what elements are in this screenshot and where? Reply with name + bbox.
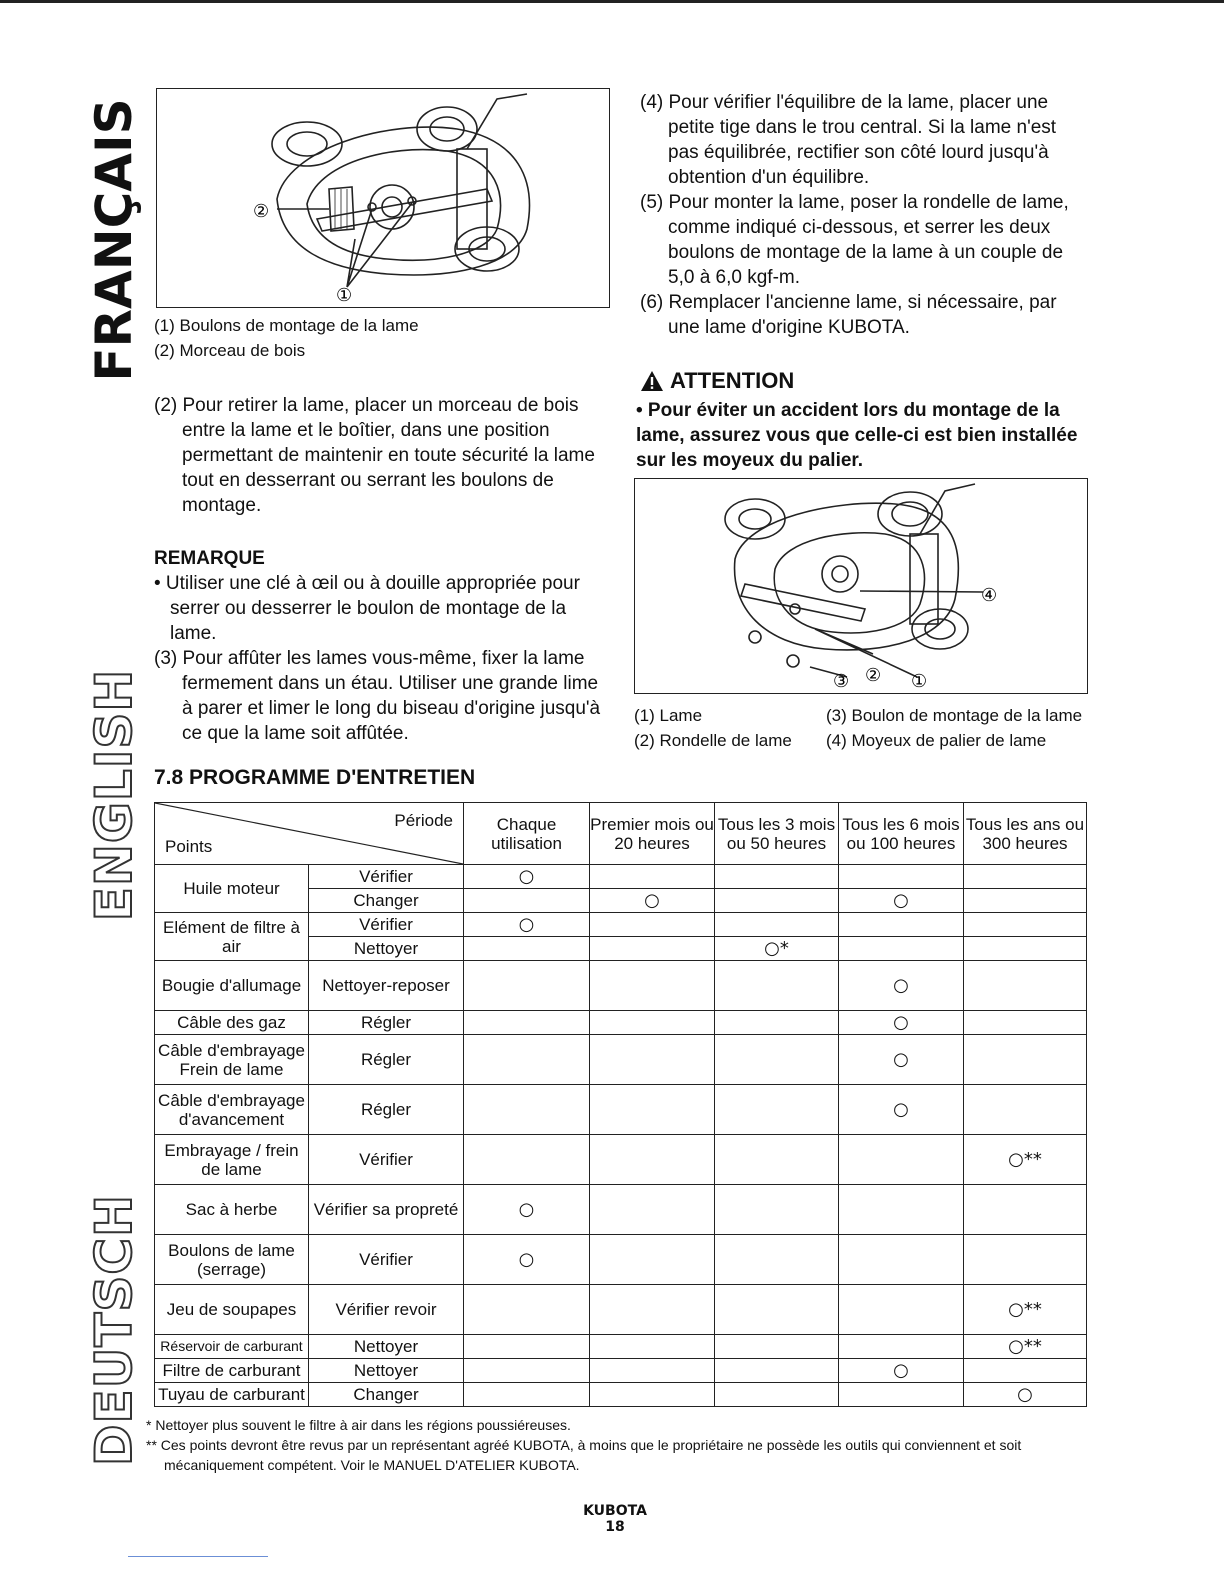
mark-cell [964, 937, 1087, 961]
corner-points: Points [165, 837, 213, 856]
step-4: (4) Pour vérifier l'équilibre de la lame, placer une petite tige dans le trou central. Si la lame n'est pas équilibrée, rectifier son côté lourd jusqu'à obtention d'un équilibre. [640, 92, 1057, 188]
mark-cell [590, 937, 715, 961]
mark-cell: ○* [715, 937, 839, 961]
mark-cell [464, 1135, 590, 1185]
mark-cell [715, 1085, 839, 1135]
mark-cell: ○ [464, 1235, 590, 1285]
mark-cell [715, 1235, 839, 1285]
section-title: 7.8 PROGRAMME D'ENTRETIEN [154, 766, 476, 789]
caption-boulon: (3) Boulon de montage de la lame [826, 706, 1083, 725]
action-cell: Régler [309, 1035, 464, 1085]
mark-cell [464, 1035, 590, 1085]
mark-cell [839, 937, 964, 961]
action-cell: Nettoyer-reposer [309, 961, 464, 1011]
side-label-francais: FRANÇAIS [85, 98, 143, 382]
table-row [155, 1335, 1087, 1359]
table-row [155, 1135, 1087, 1185]
corner-cell [155, 803, 464, 865]
step-5: (5) Pour monter la lame, poser la rondelle de lame, comme indiqué ci-dessous, et serrer les deux boulons de montage de la lame à un couple de 5,0 à 6,0 kgf-m. [640, 192, 1069, 288]
footnote-1: * Nettoyer plus souvent le filtre à air dans les régions poussiéreuses. [146, 1417, 571, 1433]
mark-cell [590, 1085, 715, 1135]
blade-mounting-illustration [635, 479, 1087, 693]
mark-cell [590, 865, 715, 889]
table-row [155, 913, 1087, 937]
mark-cell [590, 1335, 715, 1359]
maintenance-table [154, 802, 1087, 1407]
mark-cell [464, 1359, 590, 1383]
mark-cell [715, 1359, 839, 1383]
header-each-use: Chaque utilisation [464, 803, 590, 865]
item-cell: Jeu de soupapes [155, 1285, 309, 1335]
footer-brand: KUBOTA [583, 1503, 647, 1519]
mark-cell [464, 1011, 590, 1035]
action-cell: Changer [309, 1383, 464, 1407]
table-header-row [155, 803, 1087, 865]
mark-cell: ○ [839, 1011, 964, 1035]
action-cell: Régler [309, 1085, 464, 1135]
item-cell: Sac à herbe [155, 1185, 309, 1235]
item-cell: Câble d'embrayage Frein de lame [155, 1035, 309, 1085]
corner-period: Période [394, 811, 453, 830]
figure-blade-mounting [634, 478, 1088, 694]
mark-cell [464, 889, 590, 913]
top-rule [0, 0, 1224, 3]
step-2: (2) Pour retirer la lame, placer un morceau de bois entre la lame et le boîtier, dans une position permettant de maintenir en toute sécurité la lame tout en desserrant ou serrant les boulons de montage. [154, 395, 595, 516]
mark-cell [964, 1359, 1087, 1383]
table-row [155, 1035, 1087, 1085]
step-6: (6) Remplacer l'ancienne lame, si nécessaire, par une lame d'origine KUBOTA. [640, 292, 1057, 338]
action-cell: Vérifier revoir [309, 1285, 464, 1335]
mark-cell [590, 1235, 715, 1285]
mark-cell [590, 1135, 715, 1185]
header-first-month: Premier mois ou 20 heures [590, 803, 715, 865]
item-cell: Bougie d'allumage [155, 961, 309, 1011]
action-cell: Nettoyer [309, 1335, 464, 1359]
item-cell: Elément de filtre à air [155, 913, 309, 961]
callout-1b: ① [911, 671, 928, 692]
mark-cell [964, 1011, 1087, 1035]
warning-icon [640, 370, 664, 392]
caption-blade-bolts: (1) Boulons de montage de la lame [154, 316, 419, 335]
table-row [155, 961, 1087, 1011]
attention-title: ATTENTION [670, 368, 795, 393]
right-column [640, 90, 1090, 340]
item-cell: Filtre de carburant [155, 1359, 309, 1383]
mark-cell [839, 913, 964, 937]
item-cell: Câble des gaz [155, 1011, 309, 1035]
mark-cell [715, 889, 839, 913]
mark-cell [715, 1035, 839, 1085]
mark-cell [964, 889, 1087, 913]
mark-cell: ○** [964, 1285, 1087, 1335]
mark-cell [839, 1235, 964, 1285]
mark-cell: ○ [839, 1085, 964, 1135]
caption-lame: (1) Lame [634, 706, 703, 725]
mark-cell [464, 1085, 590, 1135]
action-cell: Nettoyer [309, 1359, 464, 1383]
caption-rondelle: (2) Rondelle de lame [634, 731, 792, 750]
footer [560, 1503, 670, 1535]
table-row [155, 1359, 1087, 1383]
mark-cell [839, 1135, 964, 1185]
item-cell: Réservoir de carburant [155, 1335, 309, 1359]
mark-cell [715, 865, 839, 889]
mark-cell [464, 961, 590, 1011]
bottom-link-rule [128, 1556, 268, 1557]
item-cell: Câble d'embrayage d'avancement [155, 1085, 309, 1135]
mark-cell: ○ [464, 1185, 590, 1235]
item-cell: Embrayage / frein de lame [155, 1135, 309, 1185]
footnote-2: ** Ces points devront être revus par un représentant agréé KUBOTA, à moins que le propriétaire ne possède les outils qui conviennent et soit mécaniquement compétent. Voir le MANUEL D'ATELIER KUBOTA. [146, 1437, 1022, 1473]
callout-4: ④ [981, 585, 998, 606]
action-cell: Vérifier [309, 1135, 464, 1185]
mark-cell [964, 1085, 1087, 1135]
callout-1: ① [336, 285, 353, 306]
mark-cell: ○ [839, 1035, 964, 1085]
callout-2: ② [253, 201, 270, 222]
attention-heading [640, 368, 794, 394]
mark-cell [964, 1185, 1087, 1235]
mark-cell [839, 1285, 964, 1335]
mark-cell [590, 1011, 715, 1035]
table-row [155, 1285, 1087, 1335]
mark-cell: ○** [964, 1335, 1087, 1359]
mark-cell: ○** [964, 1135, 1087, 1185]
caption-moyeux: (4) Moyeux de palier de lame [826, 731, 1047, 750]
action-cell: Vérifier sa propreté [309, 1185, 464, 1235]
mark-cell: ○ [464, 913, 590, 937]
mark-cell [715, 1383, 839, 1407]
mark-cell [715, 1185, 839, 1235]
table-row [155, 1011, 1087, 1035]
attention-body: • Pour éviter un accident lors du montage de la lame, assurez vous que celle-ci est bien installée sur les moyeux du palier. [636, 400, 1078, 471]
figure2-captions-right [826, 703, 1091, 753]
footnotes [146, 1415, 1096, 1475]
mark-cell [464, 1383, 590, 1407]
mark-cell [590, 1285, 715, 1335]
action-cell: Nettoyer [309, 937, 464, 961]
mark-cell [839, 865, 964, 889]
left-column [154, 393, 609, 746]
action-cell: Régler [309, 1011, 464, 1035]
mark-cell [964, 913, 1087, 937]
mark-cell [590, 1359, 715, 1383]
table-row [155, 1085, 1087, 1135]
figure1-captions [154, 313, 609, 363]
mark-cell [964, 961, 1087, 1011]
item-cell: Tuyau de carburant [155, 1383, 309, 1407]
mower-underside-illustration [157, 89, 609, 307]
mark-cell [464, 937, 590, 961]
mark-cell [839, 1383, 964, 1407]
table-row [155, 865, 1087, 889]
mark-cell: ○ [839, 1359, 964, 1383]
mark-cell [590, 1185, 715, 1235]
action-cell: Vérifier [309, 1235, 464, 1285]
side-label-deutsch: DEUTSCH [85, 1194, 143, 1466]
caption-wood-piece: (2) Morceau de bois [154, 341, 306, 360]
mark-cell [964, 1235, 1087, 1285]
mark-cell [590, 913, 715, 937]
figure2-captions-left [634, 703, 824, 753]
mark-cell [715, 1335, 839, 1359]
page-number: 18 [605, 1519, 625, 1535]
action-cell: Vérifier [309, 913, 464, 937]
mark-cell: ○ [590, 889, 715, 913]
step-3: (3) Pour affûter les lames vous-même, fixer la lame fermement dans un étau. Utiliser une grande lime à parer et limer le long du biseau d'origine jusqu'à ce que la lame soit affûtée. [154, 648, 601, 744]
action-cell: Vérifier [309, 865, 464, 889]
mark-cell: ○ [839, 889, 964, 913]
mark-cell [590, 1035, 715, 1085]
header-yearly: Tous les ans ou 300 heures [964, 803, 1087, 865]
mark-cell [964, 865, 1087, 889]
mark-cell [715, 1285, 839, 1335]
mark-cell: ○ [839, 961, 964, 1011]
table-row [155, 1383, 1087, 1407]
header-3-months: Tous les 3 mois ou 50 heures [715, 803, 839, 865]
action-cell: Changer [309, 889, 464, 913]
mark-cell [715, 913, 839, 937]
table-row [155, 1235, 1087, 1285]
remarque-title: REMARQUE [154, 548, 265, 569]
mark-cell [839, 1185, 964, 1235]
mark-cell [464, 1285, 590, 1335]
mark-cell [590, 1383, 715, 1407]
callout-2b: ② [865, 665, 882, 686]
figure-blade-removal [156, 88, 610, 308]
mark-cell [839, 1335, 964, 1359]
mark-cell [715, 1011, 839, 1035]
mark-cell [715, 961, 839, 1011]
header-6-months: Tous les 6 mois ou 100 heures [839, 803, 964, 865]
remarque-bullet: • Utiliser une clé à œil ou à douille appropriée pour serrer ou desserrer le boulon de montage de la lame. [154, 573, 580, 644]
mark-cell [964, 1035, 1087, 1085]
side-label-english: ENGLISH [85, 668, 143, 922]
mark-cell [464, 1335, 590, 1359]
item-cell: Boulons de lame (serrage) [155, 1235, 309, 1285]
mark-cell [590, 961, 715, 1011]
mark-cell [715, 1135, 839, 1185]
callout-3: ③ [833, 671, 850, 692]
mark-cell: ○ [464, 865, 590, 889]
table-row [155, 1185, 1087, 1235]
mark-cell: ○ [964, 1383, 1087, 1407]
item-cell: Huile moteur [155, 865, 309, 913]
